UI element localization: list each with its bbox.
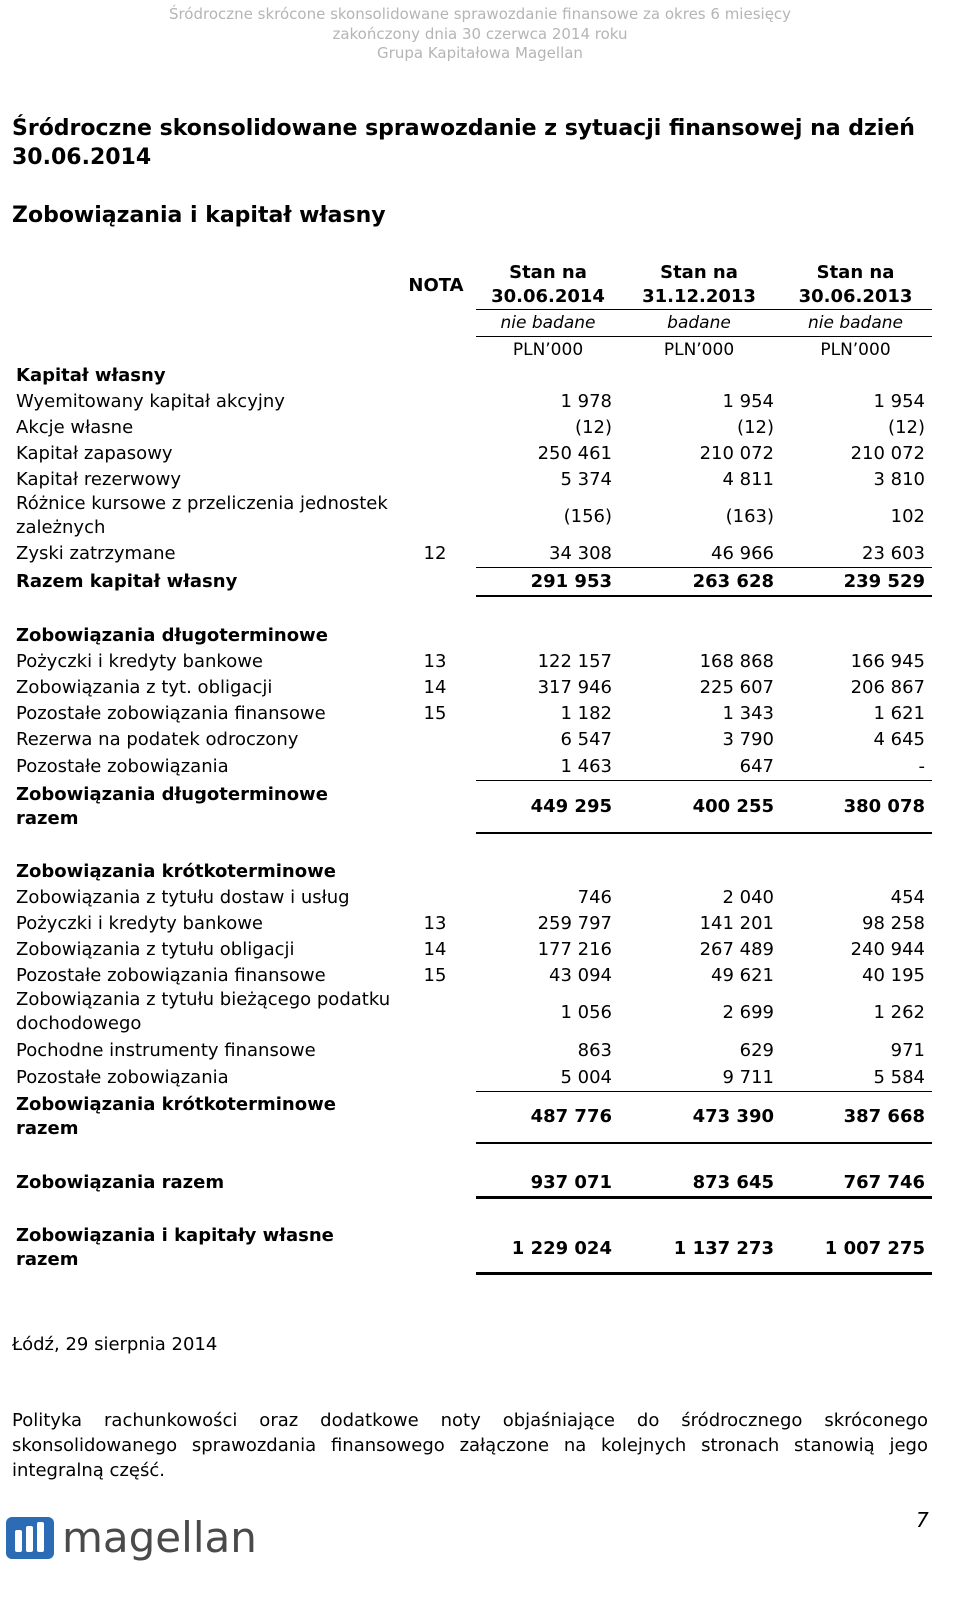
header-line-2: zakończony dnia 30 czerwca 2014 roku [332,25,628,43]
row-value-col2: 210 072 [699,443,774,464]
col2-audit: badane [667,313,731,333]
row-value-col2: 9 711 [722,1067,774,1088]
row-value-col1: 317 946 [537,677,612,698]
row-label: Zobowiązania krótkoterminowe razem [16,1094,336,1139]
row-value-col3: (12) [888,417,925,438]
col3-header-line-1: Stan na [816,262,895,283]
row-value-col1: (156) [563,506,612,527]
row-value-col2: 2 699 [722,1002,774,1023]
row-value-col1: 177 216 [537,939,612,960]
row-label: Zobowiązania z tytułu dostaw i usług [16,887,350,908]
grand-total-row [0,1224,960,1274]
row-value-col3: 98 258 [862,913,925,934]
row-value-col2: 400 255 [692,796,774,817]
row-nota: 14 [423,677,447,698]
table-row [0,675,960,701]
place-date: Łódź, 29 sierpnia 2014 [12,1334,218,1355]
row-label: Akcje własne [16,417,134,438]
page-title-line-1: Śródroczne skonsolidowane sprawozdanie z sytuacji finansowej na dzień [12,116,915,141]
row-label: Pochodne instrumenty finansowe [16,1040,316,1061]
row-value-col2: 4 811 [722,469,774,490]
row-value-col3: 5 584 [873,1067,925,1088]
row-value-col1: 291 953 [530,571,612,592]
row-label: Wyemitowany kapitał akcyjny [16,391,285,412]
row-value-col1: 122 157 [537,651,612,672]
row-value-col1: (12) [575,417,612,438]
row-value-col3: 240 944 [850,939,925,960]
row-value-col1: 43 094 [549,965,612,986]
subtotal-rule [476,780,932,781]
row-value-col3: 454 [890,887,925,908]
row-value-col2: 225 607 [699,677,774,698]
row-nota: 15 [423,965,447,986]
row-label: Zobowiązania z tyt. obligacji [16,677,273,698]
table-row [0,885,960,911]
row-value-col1: 746 [577,887,612,908]
row-value-col3: 971 [890,1040,925,1061]
row-label: Pozostałe zobowiązania finansowe [16,965,326,986]
row-label: Różnice kursowe z przeliczenia jednostek zależnych [16,493,388,538]
total-rule [476,1196,932,1199]
row-label: Pozostałe zobowiązania finansowe [16,703,326,724]
row-value-col3: 23 603 [862,543,925,564]
row-value-col3: 239 529 [843,571,925,592]
row-value-col2: (12) [737,417,774,438]
longterm-total-row [0,783,960,833]
row-value-col3: 4 645 [873,729,925,750]
logo-text: magellan [62,1513,257,1562]
row-value-col3: 1 007 275 [824,1238,925,1259]
row-value-col1: 1 182 [560,703,612,724]
policy-note: Polityka rachunkowości oraz dodatkowe noty objaśniające do śródrocznego skróconego skonsolidowanego sprawozdania finansowego załączone na kolejnych stronach stanowią jego integralną część. [12,1410,928,1481]
row-value-col2: 46 966 [711,543,774,564]
page-number: 7 [916,1508,929,1532]
row-value-col1: 1 229 024 [511,1238,612,1259]
row-value-col2: 647 [739,756,774,777]
row-value-col1: 6 547 [560,729,612,750]
table-row [0,541,960,567]
table-row [0,754,960,780]
col3-header-line-2: 30.06.2013 [798,286,913,307]
row-label: Zobowiązania z tytułu obligacji [16,939,295,960]
row-label: Kapitał zapasowy [16,443,173,464]
row-value-col2: 629 [739,1040,774,1061]
grand-total-rule [476,1272,932,1275]
row-value-col2: 1 954 [722,391,774,412]
subtotal-rule [476,1091,932,1092]
table-row [0,963,960,989]
row-value-col1: 5 004 [560,1067,612,1088]
table-row [0,415,960,441]
row-value-col1: 1 978 [560,391,612,412]
header-line-1: Śródroczne skrócone skonsolidowane sprawozdanie finansowe za okres 6 miesięcy [168,5,792,23]
row-label: Zobowiązania razem [16,1172,225,1193]
col1-header-line-1: Stan na [509,262,587,283]
liabilities-total-row [0,1170,960,1196]
row-value-col2: 473 390 [692,1106,774,1127]
row-label: Pozostałe zobowiązania [16,756,229,777]
row-value-col1: 250 461 [537,443,612,464]
row-value-col2: 1 343 [722,703,774,724]
col2-header-line-1: Stan na [660,262,738,283]
table-row [0,1065,960,1091]
table-row [0,727,960,753]
row-value-col1: 449 295 [530,796,612,817]
col1-audit: nie badane [500,313,596,333]
subtotal-rule [476,567,932,568]
row-value-col1: 1 463 [560,756,612,777]
row-value-col2: 873 645 [692,1172,774,1193]
row-value-col1: 937 071 [530,1172,612,1193]
col3-audit: nie badane [807,313,903,333]
longterm-heading: Zobowiązania długoterminowe [16,625,328,646]
row-nota: 14 [423,939,447,960]
row-label: Razem kapitał własny [16,571,238,592]
table-row [0,467,960,493]
row-value-col3: - [918,756,925,777]
row-label: Pozostałe zobowiązania [16,1067,229,1088]
row-label: Kapitał rezerwowy [16,469,181,490]
row-label: Pożyczki i kredyty bankowe [16,913,264,934]
row-value-col2: 49 621 [711,965,774,986]
shortterm-total-row [0,1093,960,1143]
table-row [0,911,960,937]
row-value-col3: 102 [890,506,925,527]
total-rule [476,1142,932,1144]
equity-total-row [0,569,960,595]
table-row [0,937,960,963]
row-nota: 13 [423,651,447,672]
col3-unit: PLN’000 [820,340,891,360]
row-value-col1: 5 374 [560,469,612,490]
row-label: Zyski zatrzymane [16,543,176,564]
row-value-col3: 210 072 [850,443,925,464]
table-row [0,988,960,1038]
row-value-col3: 767 746 [843,1172,925,1193]
nota-header: NOTA [408,275,464,296]
row-value-col1: 34 308 [549,543,612,564]
total-rule [476,595,932,597]
shortterm-heading: Zobowiązania krótkoterminowe [16,861,336,882]
row-value-col3: 206 867 [850,677,925,698]
table-row [0,701,960,727]
audit-rule [476,336,932,337]
col2-unit: PLN’000 [663,340,735,360]
section-title: Zobowiązania i kapitał własny [12,203,386,228]
row-value-col3: 40 195 [862,965,925,986]
row-value-col3: 1 954 [873,391,925,412]
row-value-col3: 1 621 [873,703,925,724]
row-value-col3: 166 945 [850,651,925,672]
row-value-col2: 267 489 [699,939,774,960]
table-row [0,441,960,467]
row-nota: 13 [423,913,447,934]
col1-unit: PLN’000 [512,340,584,360]
table-row [0,649,960,675]
table-row [0,1038,960,1064]
row-value-col2: 168 868 [699,651,774,672]
table-row [0,492,960,542]
col1-header-line-2: 30.06.2014 [491,286,605,307]
header-line-3: Grupa Kapitałowa Magellan [377,44,583,62]
row-value-col2: 2 040 [722,887,774,908]
row-value-col2: (163) [725,506,774,527]
row-value-col1: 863 [577,1040,612,1061]
table-row [0,389,960,415]
row-label: Zobowiązania długoterminowe razem [16,784,328,829]
row-value-col2: 3 790 [722,729,774,750]
row-value-col1: 1 056 [560,1002,612,1023]
company-logo [6,1513,257,1562]
row-label: Rezerwa na podatek odroczony [16,729,299,750]
col2-header-line-2: 31.12.2013 [642,286,756,307]
row-value-col2: 1 137 273 [673,1238,774,1259]
row-value-col3: 380 078 [843,796,925,817]
row-label: Zobowiązania i kapitały własne razem [16,1225,334,1270]
row-value-col1: 259 797 [537,913,612,934]
row-label: Zobowiązania z tytułu bieżącego podatku dochodowego [16,989,391,1034]
row-nota: 12 [423,543,447,564]
header-rule [476,309,932,310]
page-title-line-2: 30.06.2014 [12,145,152,170]
row-label: Pożyczki i kredyty bankowe [16,651,264,672]
row-value-col3: 1 262 [873,1002,925,1023]
row-value-col2: 141 201 [699,913,774,934]
row-value-col3: 387 668 [843,1106,925,1127]
total-rule [476,832,932,834]
row-value-col1: 487 776 [530,1106,612,1127]
logo-icon [6,1517,54,1559]
row-value-col3: 3 810 [873,469,925,490]
equity-heading: Kapitał własny [16,365,166,386]
row-value-col2: 263 628 [692,571,774,592]
row-nota: 15 [423,703,447,724]
